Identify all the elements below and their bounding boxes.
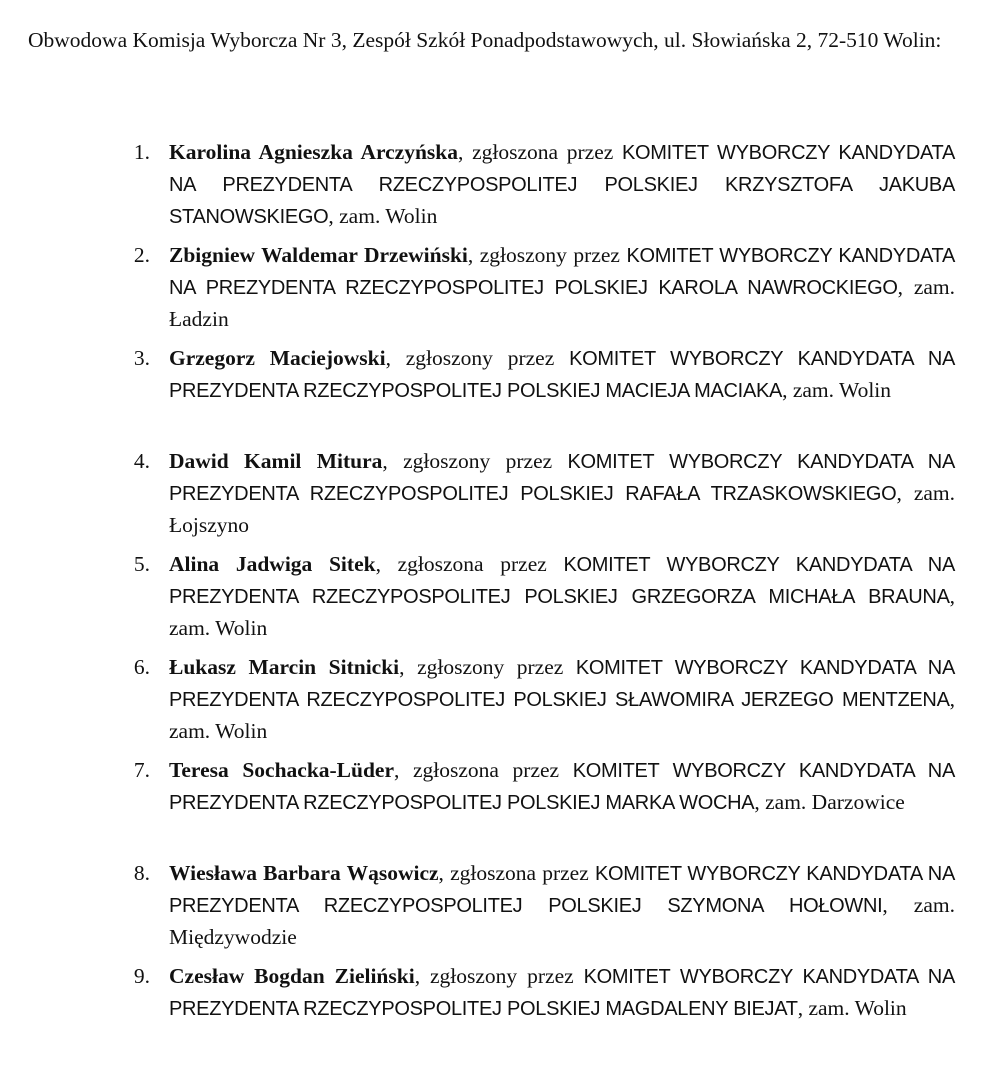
member-name: Teresa Sochacka-Lüder [169, 758, 395, 782]
residence-text: , zam. Wolin [169, 687, 955, 743]
submitted-by-text: , zgłoszona przez [438, 861, 595, 885]
submitted-by-text: , zgłoszony przez [467, 243, 627, 267]
commission-heading: Obwodowa Komisja Wyborcza Nr 3, Zespół Szkół Ponadpodstawowych, ul. Słowiańska 2, 72-510 Wolin: [28, 28, 942, 52]
members-list [0, 137, 1000, 1064]
residence-text: , zam. Wolin [797, 996, 907, 1020]
committee-name: KOMITET WYBORCZY KANDYDATA NA PREZYDENTA RZECZYPOSPOLITEJ POLSKIEJ SZYMONA HOŁOWNI [169, 863, 955, 917]
member-name: Dawid Kamil Mitura [169, 449, 383, 473]
list-item-text [169, 755, 955, 819]
member-name: Czesław Bogdan Zieliński [169, 964, 415, 988]
committee-name: KOMITET WYBORCZY KANDYDATA NA PREZYDENTA RZECZYPOSPOLITEJ POLSKIEJ KAROLA NAWROCKIEGO [169, 245, 955, 299]
submitted-by-text: , zgłoszona przez [375, 552, 564, 576]
list-item [0, 652, 1000, 755]
list-item [0, 755, 1000, 858]
list-item [0, 858, 1000, 961]
residence-text: , zam. Wolin [169, 584, 955, 640]
residence-text: , zam. Międzywodzie [169, 893, 955, 949]
member-name: Łukasz Marcin Sitnicki [169, 655, 400, 679]
list-item-number: 4. [133, 449, 150, 473]
list-item-text [169, 343, 955, 407]
list-item [0, 137, 1000, 240]
committee-name: KOMITET WYBORCZY KANDYDATA NA PREZYDENTA RZECZYPOSPOLITEJ POLSKIEJ MAGDALENY BIEJAT [169, 966, 955, 1020]
list-item [0, 961, 1000, 1064]
list-item [0, 446, 1000, 549]
committee-name: KOMITET WYBORCZY KANDYDATA NA PREZYDENTA RZECZYPOSPOLITEJ POLSKIEJ MACIEJA MACIAKA [169, 348, 955, 402]
list-item [0, 343, 1000, 446]
member-name: Grzegorz Maciejowski [169, 346, 386, 370]
list-item-number: 6. [133, 655, 150, 679]
list-item-number: 9. [133, 964, 150, 988]
list-item-number: 7. [133, 758, 150, 782]
committee-name: KOMITET WYBORCZY KANDYDATA NA PREZYDENTA RZECZYPOSPOLITEJ POLSKIEJ SŁAWOMIRA JERZEGO MENTZENA [169, 657, 955, 711]
list-item-text [169, 240, 955, 335]
committee-name: KOMITET WYBORCZY KANDYDATA NA PREZYDENTA RZECZYPOSPOLITEJ POLSKIEJ RAFAŁA TRZASKOWSKIEGO [169, 451, 955, 505]
list-item-text [169, 961, 955, 1025]
submitted-by-text: , zgłoszona przez [394, 758, 573, 782]
residence-text: , zam. Wolin [328, 204, 438, 228]
submitted-by-text: , zgłoszony przez [382, 449, 568, 473]
submitted-by-text: , zgłoszony przez [399, 655, 576, 679]
list-item-text [169, 652, 955, 747]
list-item-text [169, 858, 955, 953]
committee-name: KOMITET WYBORCZY KANDYDATA NA PREZYDENTA RZECZYPOSPOLITEJ POLSKIEJ KRZYSZTOFA JAKUBA STANOWSKIEGO [169, 142, 955, 228]
list-item [0, 240, 1000, 343]
list-item-number: 8. [133, 861, 150, 885]
list-item-number: 1. [133, 140, 150, 164]
list-item [0, 549, 1000, 652]
member-name: Wiesława Barbara Wąsowicz [169, 861, 439, 885]
member-name: Alina Jadwiga Sitek [169, 552, 376, 576]
residence-text: , zam. Darzowice [754, 790, 905, 814]
residence-text: , zam. Łojszyno [169, 481, 955, 537]
list-item-number: 3. [133, 346, 150, 370]
list-item-text [169, 549, 955, 644]
residence-text: , zam. Wolin [782, 378, 892, 402]
committee-name: KOMITET WYBORCZY KANDYDATA NA PREZYDENTA RZECZYPOSPOLITEJ POLSKIEJ GRZEGORZA MICHAŁA BRAUNA [169, 554, 955, 608]
list-item-number: 2. [133, 243, 150, 267]
submitted-by-text: , zgłoszona przez [458, 140, 623, 164]
list-item-text [169, 446, 955, 541]
submitted-by-text: , zgłoszony przez [385, 346, 570, 370]
residence-text: , zam. Ładzin [169, 275, 956, 331]
member-name: Zbigniew Waldemar Drzewiński [169, 243, 468, 267]
list-item-number: 5. [133, 552, 150, 576]
submitted-by-text: , zgłoszony przez [414, 964, 584, 988]
member-name: Karolina Agnieszka Arczyńska [169, 140, 458, 164]
committee-name: KOMITET WYBORCZY KANDYDATA NA PREZYDENTA RZECZYPOSPOLITEJ POLSKIEJ MARKA WOCHA [169, 760, 955, 814]
list-item-text [169, 137, 955, 233]
